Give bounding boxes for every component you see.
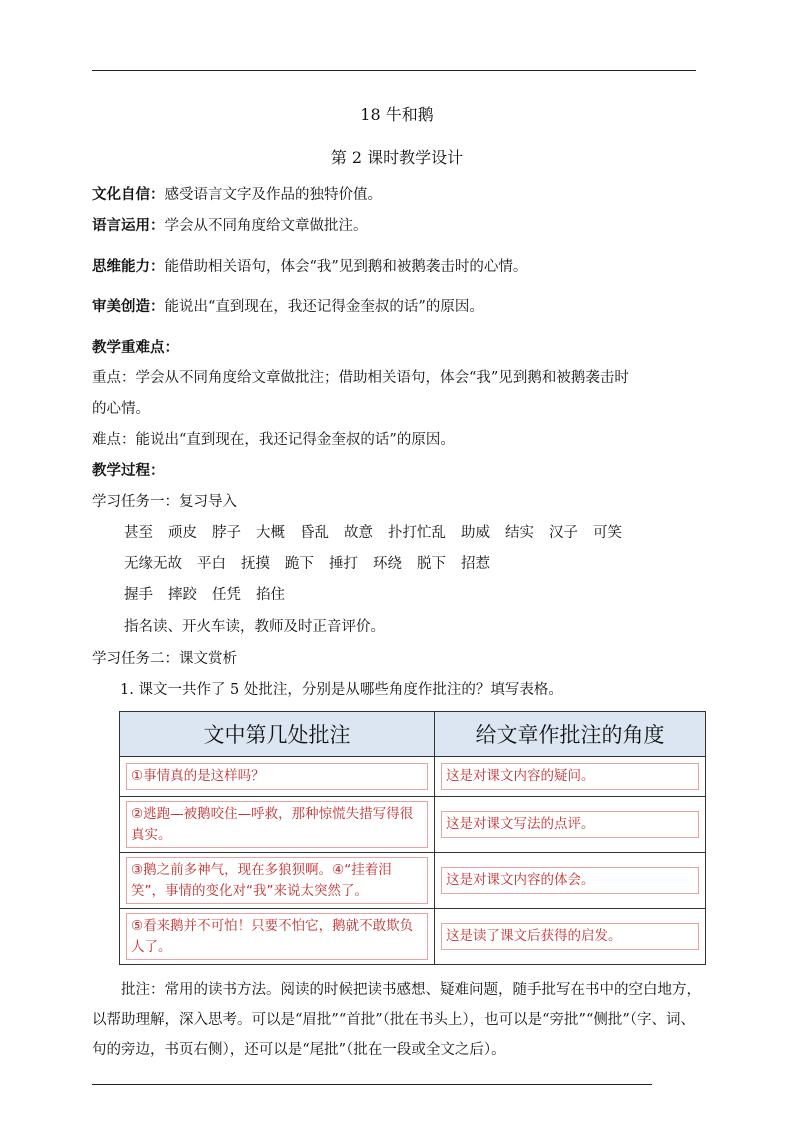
angle-text: 这是读了课文后获得的启发。 [441,923,699,950]
table-cell [435,853,706,909]
note-text: ③鹅之前多神气，现在多狼狈啊。④“挂着泪笑”，事情的变化对“我”来说太突然了。 [126,857,428,905]
difficulty-line: 难点：能说出“直到现在，我还记得金奎叔的话”的原因。 [92,432,455,448]
page-subtitle: 第 2 课时教学设计 [330,148,464,167]
annotation-table [119,711,706,965]
vocab-word: 汉子 [549,525,578,541]
vocab-word: 平白 [197,556,226,572]
vocab-word: 甚至 [124,525,153,541]
objective-label: 语言运用： [92,217,165,234]
vocab-word: 扑打忙乱 [388,525,446,541]
question-1: 1. 课文一共作了 5 处批注，分别是从哪些角度作批注的？填写表格。 [120,682,563,698]
objective-label: 文化自信： [92,186,165,203]
table-header-row [120,712,706,757]
objective-thinking [92,255,527,276]
top-rule [92,70,696,71]
note-text: ②逃跑—被鹅咬住—呼救，那种惊慌失措写得很真实。 [126,801,428,849]
vocab-word: 结实 [505,525,534,541]
task1-heading: 学习任务一：复习导入 [92,494,237,510]
table-row [120,797,706,853]
vocab-word: 抚摸 [241,556,270,572]
note-text: ①事情真的是这样吗？ [126,763,428,790]
note-text: ⑤看来鹅并不可怕！只要不怕它，鹅就不敢欺负人了。 [126,913,428,961]
reading-note: 指名读、开火车读，教师及时正音评价。 [124,619,385,635]
objective-label: 审美创造： [92,298,165,315]
table-cell [120,757,435,797]
vocab-word: 顽皮 [168,525,197,541]
angle-text: 这是对课文内容的疑问。 [441,763,699,790]
vocab-word: 脱下 [417,556,446,572]
objective-text: 学会从不同角度给文章做批注。 [164,218,368,234]
objective-text: 能说出“直到现在，我还记得金奎叔的话”的原因。 [164,299,484,315]
page-title: 18 牛和鹅 [360,105,434,124]
key-points-heading: 教学重难点： [92,339,179,356]
table-cell [120,853,435,909]
task2-heading: 学习任务二：课文赏析 [92,651,237,667]
table-cell [435,797,706,853]
vocab-row [124,583,285,604]
table-cell [435,909,706,965]
vocab-word: 昏乱 [300,525,329,541]
table-row [120,909,706,965]
objective-culture [92,183,382,204]
vocab-word: 可笑 [593,525,622,541]
vocab-word: 跪下 [285,556,314,572]
vocab-word: 环绕 [373,556,402,572]
vocab-word: 捶打 [329,556,358,572]
vocab-word: 无缘无故 [124,556,182,572]
table-header: 给文章作批注的角度 [435,712,706,757]
angle-text: 这是对课文内容的体会。 [441,867,699,894]
vocab-word: 大概 [256,525,285,541]
objective-text: 能借助相关语句，体会“我”见到鹅和被鹅袭击时的心情。 [164,259,528,275]
vocab-word: 任凭 [212,587,241,603]
focus-line-2: 的心情。 [92,401,150,417]
angle-text: 这是对课文写法的点评。 [441,811,699,838]
table-header: 文中第几处批注 [120,712,435,757]
vocab-word: 掐住 [256,587,285,603]
objective-language [92,214,368,235]
table-row [120,757,706,797]
bottom-rule [92,1084,652,1085]
objective-text: 感受语言文字及作品的独特价值。 [164,187,382,203]
objective-label: 思维能力： [92,258,165,275]
vocab-word: 招惹 [461,556,490,572]
table-row [120,853,706,909]
focus-line-1: 重点：学会从不同角度给文章做批注；借助相关语句，体会“我”见到鹅和被鹅袭击时 [92,370,629,386]
table-cell [120,909,435,965]
vocab-row [124,521,622,542]
vocab-word: 故意 [344,525,373,541]
vocab-word: 助威 [461,525,490,541]
vocab-word: 握手 [124,587,153,603]
table-cell [435,757,706,797]
annotation-explanation: 批注：常用的读书方法。阅读的时候把读书感想、疑难问题，随手批写在书中的空白地方，以帮助理解，深入思考。可以是“眉批”“首批”（批在书头上），也可以是“旁批”“侧批”（字、词、句的旁边，书页右侧），还可以是“尾批”（批在一段或全文之后）。 [92,982,701,1058]
vocab-word: 摔跤 [168,587,197,603]
objective-aesthetic [92,295,484,316]
vocab-word: 脖子 [212,525,241,541]
table-cell [120,797,435,853]
vocab-row [124,552,490,573]
process-heading: 教学过程： [92,462,165,479]
